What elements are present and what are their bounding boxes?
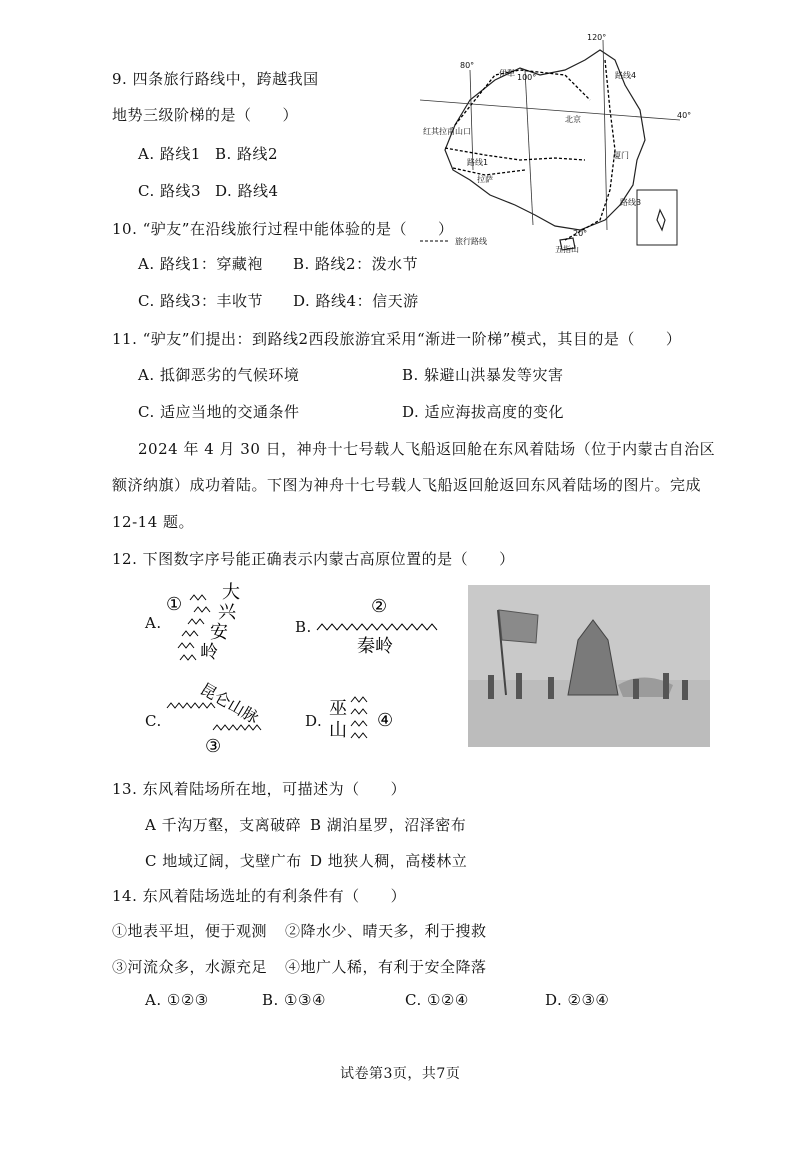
- dxal-char-2: 兴: [218, 602, 236, 623]
- q10-option-d: D. 路线4：信天游: [293, 292, 419, 310]
- q14-condition-4: ④地广人稀，有利于安全降落: [285, 958, 487, 976]
- circled-3: ③: [205, 736, 222, 757]
- dxal-char-1: 大: [222, 582, 240, 603]
- route-3-line: [565, 60, 615, 240]
- q9-option-c: C. 路线3: [138, 182, 202, 200]
- mountain-symbols: [351, 697, 367, 738]
- q14-option-d: D. ②③④: [545, 991, 610, 1009]
- q12-option-d-letter: D.: [305, 712, 323, 730]
- q13-option-a: A 千沟万壑，支离破碎: [145, 816, 302, 834]
- meridian-80: [470, 70, 473, 170]
- page-footer: 试卷第3页，共7页: [340, 1066, 461, 1082]
- q9-stem-line1: 9. 四条旅行路线中，跨越我国: [112, 70, 319, 88]
- q11-stem: 11. “驴友”们提出：到路线2西段旅游宜采用“渐进一阶梯”模式，其目的是（ ）: [112, 330, 682, 348]
- q12-option-b-letter: B.: [295, 618, 312, 636]
- q12-option-b-figure: [315, 590, 445, 660]
- route-3-label: 路线3: [620, 198, 642, 207]
- wushan-char-1: 巫: [329, 698, 347, 719]
- q13-option-b: B 湖泊星罗，沼泽密布: [310, 816, 467, 834]
- place-wuzhishan: 五指山: [555, 245, 579, 254]
- lon-120-label: 120°: [587, 33, 607, 42]
- intro-line-1: 2024 年 4 月 30 日，神舟十七号载人飞船返回舱在东风着陆场（位于内蒙古自治区: [138, 440, 716, 458]
- landing-site-photo: [468, 585, 710, 747]
- q12-stem: 12. 下图数字序号能正确表示内蒙古高原位置的是（ ）: [112, 550, 515, 568]
- route-2-line: [453, 168, 525, 175]
- island-outline: [657, 210, 665, 230]
- circled-4: ④: [377, 710, 394, 731]
- lon-80-label: 80°: [460, 61, 475, 70]
- lat-40-label: 40°: [677, 111, 692, 120]
- q11-option-b: B. 躲避山洪暴发等灾害: [402, 366, 564, 384]
- dxal-char-4: 岭: [200, 642, 218, 663]
- q14-option-a: A. ①②③: [145, 991, 209, 1009]
- mountain-symbols: [317, 624, 437, 630]
- q11-option-a: A. 抵御恶劣的气候环境: [138, 366, 300, 384]
- qinling-label: 秦岭: [357, 636, 393, 657]
- kunlun-label: 昆仑山脉: [197, 679, 262, 728]
- q12-option-a-figure: [160, 580, 260, 670]
- q9-option-d: D. 路线4: [215, 182, 279, 200]
- q12-option-c-letter: C.: [145, 712, 162, 730]
- china-route-map: [415, 30, 695, 258]
- lon-100-label: 100°: [517, 73, 537, 82]
- route-1-label: 路线1: [467, 158, 489, 167]
- q9-stem-line2: 地势三级阶梯的是（ ）: [112, 106, 299, 124]
- route-1-line: [445, 148, 585, 160]
- q14-option-b: B. ①③④: [262, 991, 326, 1009]
- intro-line-3: 12-14 题。: [112, 513, 195, 531]
- q14-condition-2: ②降水少、晴天多，利于搜救: [285, 922, 487, 940]
- q9-option-a: A. 路线1: [138, 145, 201, 163]
- intro-line-2: 额济纳旗）成功着陆。下图为神舟十七号载人飞船返回舱返回东风着陆场的图片。完成: [112, 476, 702, 494]
- lat-20-label: 20°: [573, 229, 588, 238]
- circled-2: ②: [371, 596, 388, 617]
- place-beijing: 北京: [565, 115, 581, 124]
- q13-option-d: D 地狭人稠，高楼林立: [310, 852, 468, 870]
- q11-option-d: D. 适应海拔高度的变化: [402, 403, 565, 421]
- place-lasa: 拉萨: [477, 175, 493, 184]
- q12-option-a-letter: A.: [145, 614, 162, 632]
- route-4-label: 路线4: [615, 71, 637, 80]
- parallel-40: [420, 100, 680, 120]
- q14-condition-3: ③河流众多，水源充足: [112, 958, 268, 976]
- circled-1: ①: [166, 594, 183, 615]
- q11-option-c: C. 适应当地的交通条件: [138, 403, 300, 421]
- q12-option-c-figure: [163, 678, 273, 758]
- meridian-100: [525, 70, 533, 225]
- map-legend-label: 旅行路线: [455, 237, 487, 246]
- wushan-char-2: 山: [329, 720, 347, 741]
- place-xiamen: 厦门: [613, 151, 629, 160]
- q14-condition-1: ①地表平坦，便于观测: [112, 922, 268, 940]
- q10-option-c: C. 路线3：丰收节: [138, 292, 264, 310]
- q10-option-b: B. 路线2：泼水节: [293, 255, 419, 273]
- q10-option-a: A. 路线1：穿藏袍: [138, 255, 263, 273]
- q13-stem: 13. 东风着陆场所在地，可描述为（ ）: [112, 780, 407, 798]
- south-china-sea-inset: [637, 190, 677, 245]
- place-hongqi: 红其拉甫山口: [423, 127, 471, 136]
- place-yili: 伊犁: [499, 69, 515, 78]
- q14-stem: 14. 东风着陆场选址的有利条件有（ ）: [112, 887, 407, 905]
- q10-stem: 10. “驴友”在沿线旅行过程中能体验的是（ ）: [112, 220, 454, 238]
- q13-option-c: C 地域辽阔，戈壁广布: [145, 852, 302, 870]
- q14-option-c: C. ①②④: [405, 991, 469, 1009]
- dxal-char-3: 安: [210, 622, 228, 643]
- q12-option-d-figure: [325, 690, 405, 750]
- q9-option-b: B. 路线2: [215, 145, 279, 163]
